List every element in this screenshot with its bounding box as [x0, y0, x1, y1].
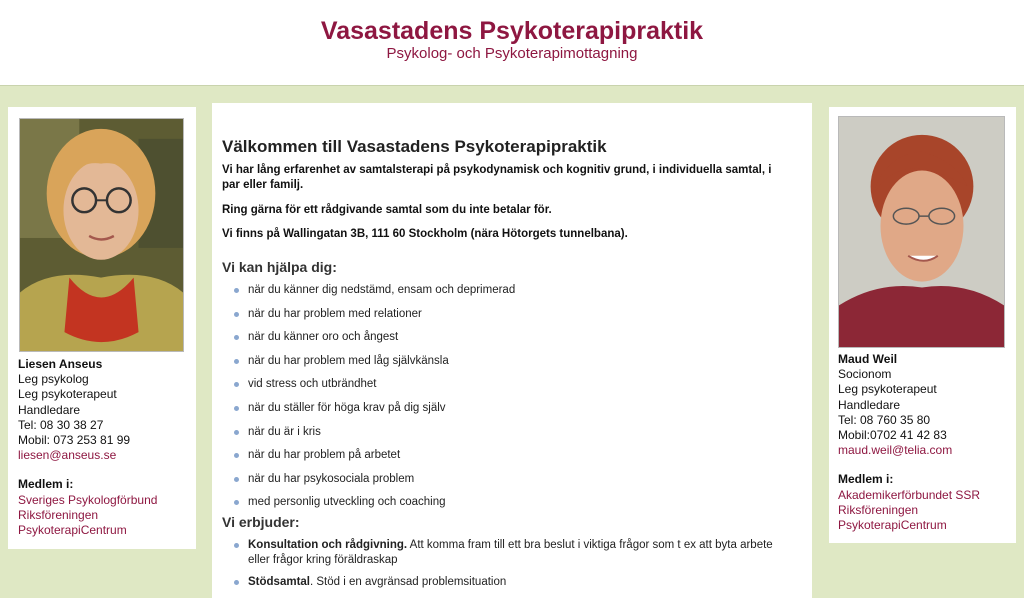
- list-item: när du har problem med relationer: [232, 307, 802, 331]
- therapist-name: Maud Weil: [838, 352, 898, 366]
- maud-portrait-photo: [838, 116, 1005, 348]
- list-item: [232, 538, 792, 568]
- list-item: när du har psykosociala problem: [232, 472, 802, 496]
- therapist-title: Handledare: [838, 397, 901, 412]
- membership-link[interactable]: PsykoterapiCentrum: [838, 518, 947, 533]
- offer-title: Konsultation och rådgivning.: [248, 539, 408, 551]
- site-subtitle: Psykolog- och Psykoterapimottagning: [386, 45, 638, 62]
- membership-link[interactable]: Akademikerförbundet SSR: [838, 487, 981, 502]
- help-heading: Vi kan hjälpa dig:: [222, 259, 337, 275]
- list-item: när du känner dig nedstämd, ensam och deprimerad: [232, 283, 802, 307]
- therapist-title: Handledare: [18, 402, 81, 417]
- therapist-title: Socionom: [838, 367, 892, 382]
- email-link[interactable]: maud.weil@telia.com: [838, 443, 953, 458]
- intro-text: Vi har lång erfarenhet av samtalsterapi på psykodynamisk och kognitiv grund, i individuella samtal, i par eller familj.: [222, 164, 772, 191]
- list-item: när du känner oro och ångest: [232, 330, 802, 354]
- site-header: [0, 0, 1024, 86]
- list-item: när du ställer för höga krav på dig själv: [232, 401, 802, 425]
- mobile-number: Mobil: 073 253 81 99: [18, 433, 131, 448]
- left-contact-info: [18, 357, 190, 538]
- help-list: [232, 283, 802, 519]
- offer-list: [232, 538, 792, 597]
- membership-link[interactable]: PsykoterapiCentrum: [18, 523, 127, 538]
- offer-title: Stödsamtal: [248, 576, 310, 588]
- left-therapist-card: [8, 107, 196, 549]
- membership-link[interactable]: Riksföreningen: [18, 507, 99, 522]
- therapist-title: Leg psykolog: [18, 372, 89, 387]
- offer-text: Att komma fram till ett bra beslut i viktiga frågor som t ex att byta arbete eller frågor kring föräldraskap: [248, 539, 773, 566]
- mobile-number: Mobil:0702 41 42 83: [838, 428, 947, 443]
- therapist-title: Leg psykoterapeut: [18, 387, 117, 402]
- membership-link[interactable]: Sveriges Psykologförbund: [18, 492, 158, 507]
- membership-heading: Medlem i:: [18, 477, 74, 492]
- list-item: när du har problem med låg självkänsla: [232, 354, 802, 378]
- email-link[interactable]: liesen@anseus.se: [18, 448, 117, 463]
- main-content: [212, 103, 812, 598]
- phone-number: Tel: 08 760 35 80: [838, 412, 931, 427]
- offer-text: . Stöd i en avgränsad problemsituation: [310, 576, 507, 588]
- list-item: [232, 575, 792, 590]
- page-title: Välkommen till Vasastadens Psykoterapipraktik: [222, 137, 607, 156]
- membership-heading: Medlem i:: [838, 472, 894, 487]
- intro-text: Ring gärna för ett rådgivande samtal som du inte betalar för.: [222, 204, 552, 216]
- address-text: Vi finns på Wallingatan 3B, 111 60 Stockholm (nära Hötorgets tunnelbana).: [222, 228, 628, 240]
- therapist-name: Liesen Anseus: [18, 357, 103, 371]
- phone-number: Tel: 08 30 38 27: [18, 417, 104, 432]
- list-item: vid stress och utbrändhet: [232, 377, 802, 401]
- list-item: när du är i kris: [232, 425, 802, 449]
- list-item: med personlig utveckling och coaching: [232, 495, 802, 519]
- therapist-title: Leg psykoterapeut: [838, 382, 937, 397]
- membership-link[interactable]: Riksföreningen: [838, 502, 919, 517]
- right-contact-info: [838, 352, 1010, 533]
- list-item: när du har problem på arbetet: [232, 448, 802, 472]
- offer-heading: Vi erbjuder:: [222, 514, 300, 530]
- site-title[interactable]: Vasastadens Psykoterapipraktik: [320, 17, 704, 45]
- liesen-portrait-photo: [19, 118, 184, 352]
- right-therapist-card: [829, 107, 1016, 543]
